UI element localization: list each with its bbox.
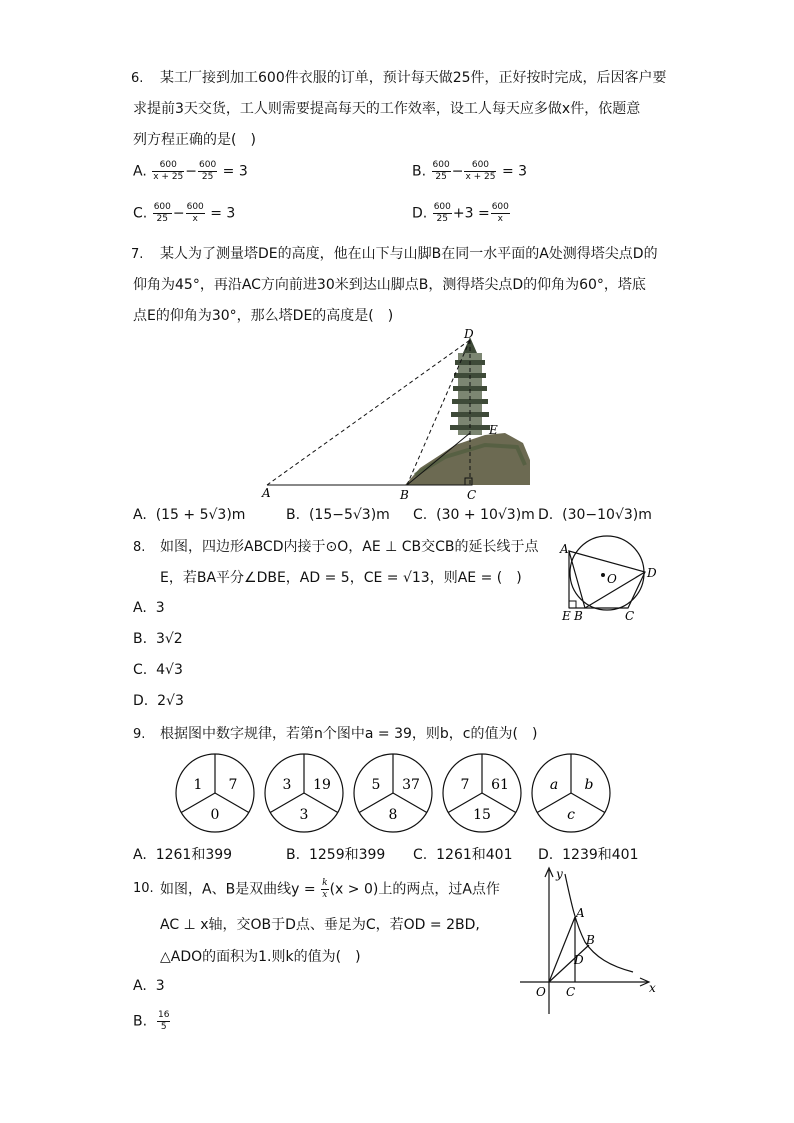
q10-option-a[interactable]: A. 3 [133, 978, 165, 994]
circle-value-top-right: 37 [402, 777, 420, 793]
pattern-circle [443, 754, 521, 832]
label-a: A [560, 542, 569, 556]
q8-option-c[interactable]: C. 4√3 [133, 662, 183, 678]
fraction: $\frac{600}{x + 25}$ [465, 160, 496, 182]
q6-option-b[interactable]: B. $\frac{600}{25}$ − $\frac{600}{x + 25}$ = 3 [412, 160, 528, 182]
q10-number: 10. [133, 881, 154, 896]
label-d: D [574, 953, 584, 967]
q6-line-1: 某工厂接到加工600件衣服的订单，预计每天做25件，正好按时完成，后因客户要 [160, 70, 667, 86]
tower-figure [255, 325, 540, 505]
fraction: $\frac{600}{25}$ [199, 160, 217, 182]
label-o: O [607, 572, 617, 586]
fraction-k-over-x: $\frac{k}{x}$ [322, 878, 328, 900]
q7-option-d[interactable]: D. (30−10√3)m [538, 507, 652, 523]
q7-option-c[interactable]: C. (30 + 10√3)m [413, 507, 535, 523]
pattern-circle [265, 754, 343, 832]
q10-line-1: 如图，A、B是双曲线y = $\frac{k}{x}$ (x > 0)上的两点，过A点作 [160, 878, 500, 900]
pattern-circle [532, 754, 610, 832]
q9-option-b[interactable]: B. 1259和399 [286, 847, 386, 863]
label-c: C [467, 488, 477, 502]
circle-value-bottom: 3 [299, 807, 309, 823]
q9-number: 9. [133, 727, 146, 742]
label-a: A [262, 486, 271, 500]
center-point [601, 573, 605, 577]
q7-option-b[interactable]: B. (15−5√3)m [286, 507, 390, 523]
label-c: C [566, 985, 576, 999]
right-angle-mark [569, 601, 576, 608]
label-b: B [574, 609, 583, 623]
circle-value-top-left: a [549, 777, 559, 793]
pattern-circle [176, 754, 254, 832]
segment-oa [549, 917, 575, 982]
q6-number: 6. [131, 71, 144, 86]
label-d: D [464, 327, 474, 341]
option-letter: D. [412, 205, 428, 222]
pattern-circle [354, 754, 432, 832]
fraction: $\frac{16}{5}$ [157, 1010, 170, 1032]
circle-value-top-right: 7 [228, 777, 238, 793]
inscribed-quadrilateral-figure [555, 532, 665, 624]
fraction: $\frac{600}{x}$ [186, 202, 204, 224]
option-letter: A. [133, 163, 147, 180]
label-y: y [556, 867, 563, 881]
label-c: C [625, 609, 635, 623]
circle-value-bottom: 0 [210, 807, 220, 823]
q6-option-c[interactable]: C. $\frac{600}{25}$ − $\frac{600}{x}$ = 3 [133, 202, 236, 224]
circle-value-top-left: 7 [460, 777, 470, 793]
label-d: D [647, 566, 657, 580]
circle-value-top-left: 1 [193, 777, 203, 793]
q10-option-b[interactable]: B. $\frac{16}{5}$ [133, 1010, 170, 1032]
fraction: $\frac{600}{25}$ [433, 202, 451, 224]
label-a: A [576, 906, 585, 920]
label-x: x [649, 981, 656, 995]
q7-line-2: 仰角为45°，再沿AC方向前进30米到达山脚点B，测得塔尖点D的仰角为60°，塔底 [133, 277, 646, 293]
q8-option-a[interactable]: A. 3 [133, 600, 165, 616]
q7-line-1: 某人为了测量塔DE的高度，他在山下与山脚B在同一水平面的A处测得塔尖点D的 [160, 246, 658, 262]
circle-value-bottom: 8 [388, 807, 398, 823]
fraction: $\frac{600}{25}$ [432, 160, 450, 182]
number-pattern-circles [170, 752, 625, 834]
q9-option-d[interactable]: D. 1239和401 [538, 847, 639, 863]
q6-line-2: 求提前3天交货，工人则需要提高每天的工作效率，设工人每天应多做x件，依题意 [133, 101, 641, 117]
fraction: $\frac{600}{x + 25}$ [153, 160, 184, 182]
q9-option-c[interactable]: C. 1261和401 [413, 847, 513, 863]
option-letter: C. [133, 205, 148, 222]
q6-line-3: 列方程正确的是( ) [133, 132, 256, 148]
q8-line-2: E，若BA平分∠DBE，AD = 5，CE = √13，则AE = ( ) [160, 570, 522, 586]
fraction: $\frac{600}{x}$ [491, 202, 509, 224]
circle-value-top-right: b [584, 777, 594, 793]
q10-line-3: △ADO的面积为1.则k的值为( ) [160, 949, 361, 965]
q6-option-a[interactable]: A. $\frac{600}{x + 25}$ − $\frac{600}{25}$ = 3 [133, 160, 248, 182]
circle-value-top-left: 5 [371, 777, 381, 793]
mountain-shape [405, 433, 530, 485]
q7-line-3: 点E的仰角为30°，那么塔DE的高度是( ) [133, 308, 394, 324]
label-e: E [489, 423, 498, 437]
label-o: O [536, 985, 546, 999]
label-b: B [586, 933, 595, 947]
option-letter: B. [412, 163, 427, 180]
q6-option-d[interactable]: D. $\frac{600}{25}$ +3 = $\frac{600}{x}$ [412, 202, 509, 224]
q10-line-2: AC ⊥ x轴，交OB于D点、垂足为C，若OD = 2BD, [160, 917, 480, 933]
q9-option-a[interactable]: A. 1261和399 [133, 847, 233, 863]
q8-option-d[interactable]: D. 2√3 [133, 693, 184, 709]
circle-value-bottom: c [567, 807, 575, 823]
hyperbola-figure [515, 862, 665, 1022]
circle-value-top-right: 19 [313, 777, 331, 793]
circle-value-top-left: 3 [282, 777, 292, 793]
q9-text: 根据图中数字规律，若第n个图中a = 39，则b，c的值为( ) [160, 726, 538, 742]
q8-line-1: 如图，四边形ABCD内接于⊙O，AE ⊥ CB交CB的延长线于点 [160, 539, 539, 555]
q8-option-b[interactable]: B. 3√2 [133, 631, 183, 647]
q8-number: 8. [133, 540, 146, 555]
circle-value-top-right: 61 [491, 777, 509, 793]
q7-option-a[interactable]: A. (15 + 5√3)m [133, 507, 246, 523]
fraction: $\frac{600}{25}$ [153, 202, 171, 224]
circle-value-bottom: 15 [473, 807, 491, 823]
label-b: B [400, 488, 409, 502]
q7-number: 7. [131, 247, 144, 262]
label-e: E [562, 609, 571, 623]
